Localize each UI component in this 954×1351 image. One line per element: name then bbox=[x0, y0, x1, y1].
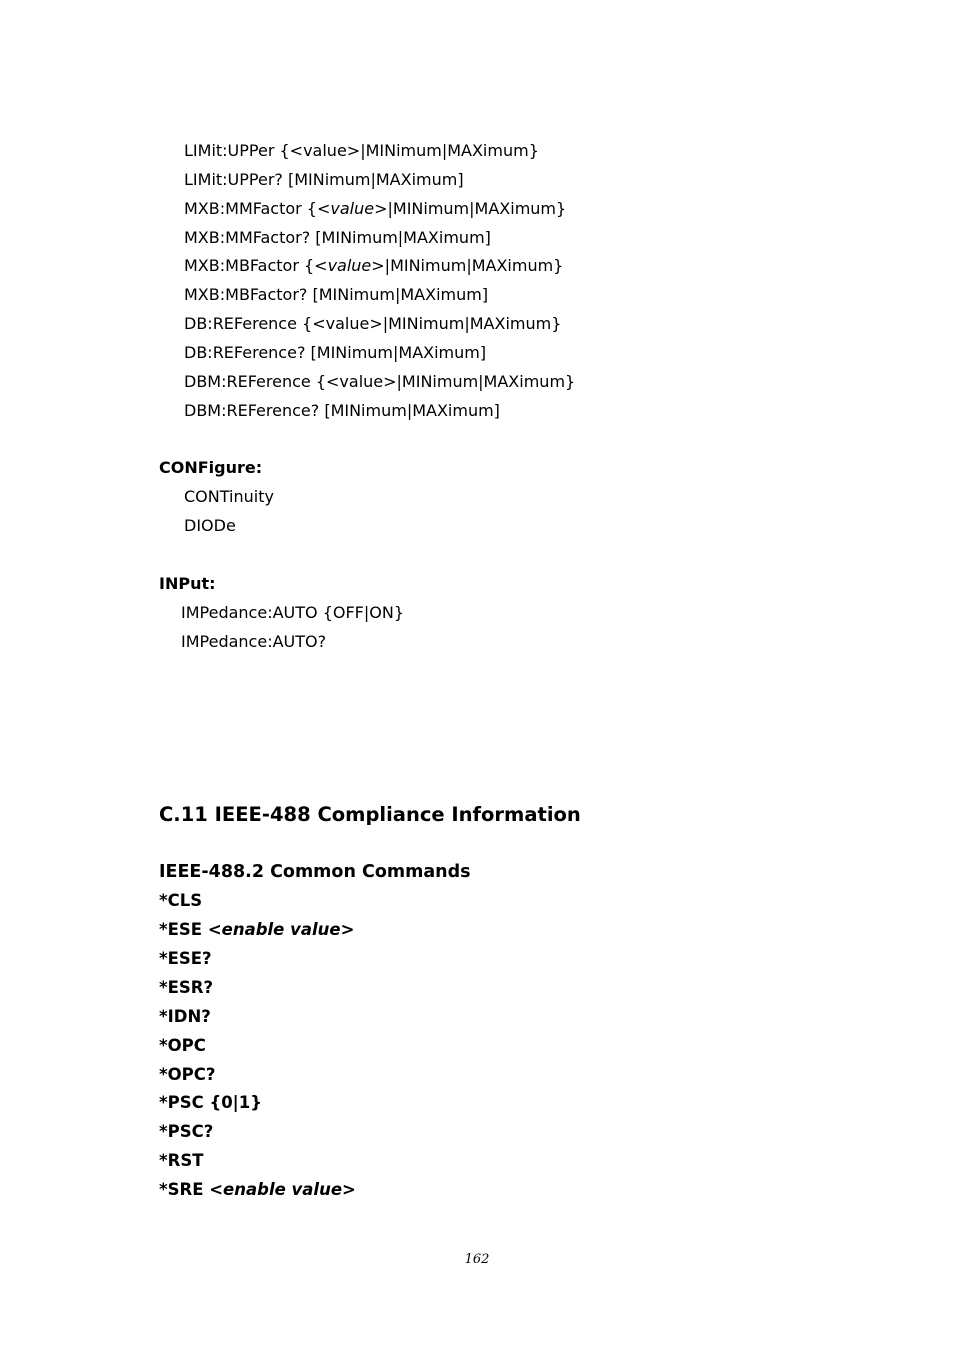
cmd-db-reference: DB:REFerence {<value>|MINimum|MAXimum} bbox=[184, 314, 562, 333]
common-cmd-esr-query: *ESR? bbox=[159, 978, 214, 997]
common-cmd-cls: *CLS bbox=[159, 891, 203, 910]
common-cmd-psc: *PSC {0|1} bbox=[159, 1093, 262, 1112]
common-cmd-opc-query: *OPC? bbox=[159, 1065, 216, 1084]
common-cmd-ese bbox=[159, 920, 354, 940]
common-cmd-psc-query: *PSC? bbox=[159, 1122, 214, 1141]
cmd-mxb-mbfactor bbox=[184, 256, 563, 276]
cmd-mxb-mmfactor-query: MXB:MMFactor? [MINimum|MAXimum] bbox=[184, 228, 491, 247]
section-subtitle: IEEE-488.2 Common Commands bbox=[159, 862, 471, 882]
common-cmd-sre-name: *SRE bbox=[159, 1180, 210, 1199]
page-number: 162 bbox=[464, 1252, 490, 1267]
common-cmd-ese-query: *ESE? bbox=[159, 949, 212, 968]
common-cmd-rst: *RST bbox=[159, 1151, 204, 1170]
cmd-dbm-reference-query: DBM:REFerence? [MINimum|MAXimum] bbox=[184, 401, 500, 420]
cmd-mxb-mbfactor-arg: value bbox=[327, 256, 372, 275]
cmd-mxb-mbfactor-prefix: MXB:MBFactor {< bbox=[184, 256, 328, 275]
common-cmd-sre bbox=[159, 1180, 356, 1200]
common-cmd-ese-arg: <enable value> bbox=[207, 920, 355, 939]
cmd-mxb-mmfactor-arg: value bbox=[330, 199, 375, 218]
common-cmd-idn-query: *IDN? bbox=[159, 1007, 211, 1026]
cmd-mxb-mbfactor-suffix: >|MINimum|MAXimum} bbox=[371, 256, 564, 275]
cmd-mxb-mbfactor-query: MXB:MBFactor? [MINimum|MAXimum] bbox=[184, 285, 489, 304]
cmd-mxb-mmfactor bbox=[184, 199, 566, 219]
input-item-impedance-auto: IMPedance:AUTO {OFF|ON} bbox=[181, 603, 404, 622]
input-item-impedance-auto-query: IMPedance:AUTO? bbox=[181, 632, 327, 651]
cmd-mxb-mmfactor-prefix: MXB:MMFactor {< bbox=[184, 199, 331, 218]
configure-heading: CONFigure: bbox=[159, 458, 263, 477]
common-cmd-opc: *OPC bbox=[159, 1036, 206, 1055]
cmd-mxb-mmfactor-suffix: >|MINimum|MAXimum} bbox=[374, 199, 567, 218]
cmd-db-reference-query: DB:REFerence? [MINimum|MAXimum] bbox=[184, 343, 487, 362]
section-title: C.11 IEEE-488 Compliance Information bbox=[159, 803, 581, 826]
configure-item-continuity: CONTinuity bbox=[184, 487, 274, 506]
cmd-limit-upper: LIMit:UPPer {<value>|MINimum|MAXimum} bbox=[184, 141, 539, 160]
cmd-dbm-reference: DBM:REFerence {<value>|MINimum|MAXimum} bbox=[184, 372, 576, 391]
common-cmd-sre-arg: <enable value> bbox=[209, 1180, 356, 1199]
cmd-limit-upper-query: LIMit:UPPer? [MINimum|MAXimum] bbox=[184, 170, 464, 189]
common-cmd-ese-name: *ESE bbox=[159, 920, 208, 939]
input-heading: INPut: bbox=[159, 574, 216, 593]
configure-item-diode: DIODe bbox=[184, 516, 236, 535]
